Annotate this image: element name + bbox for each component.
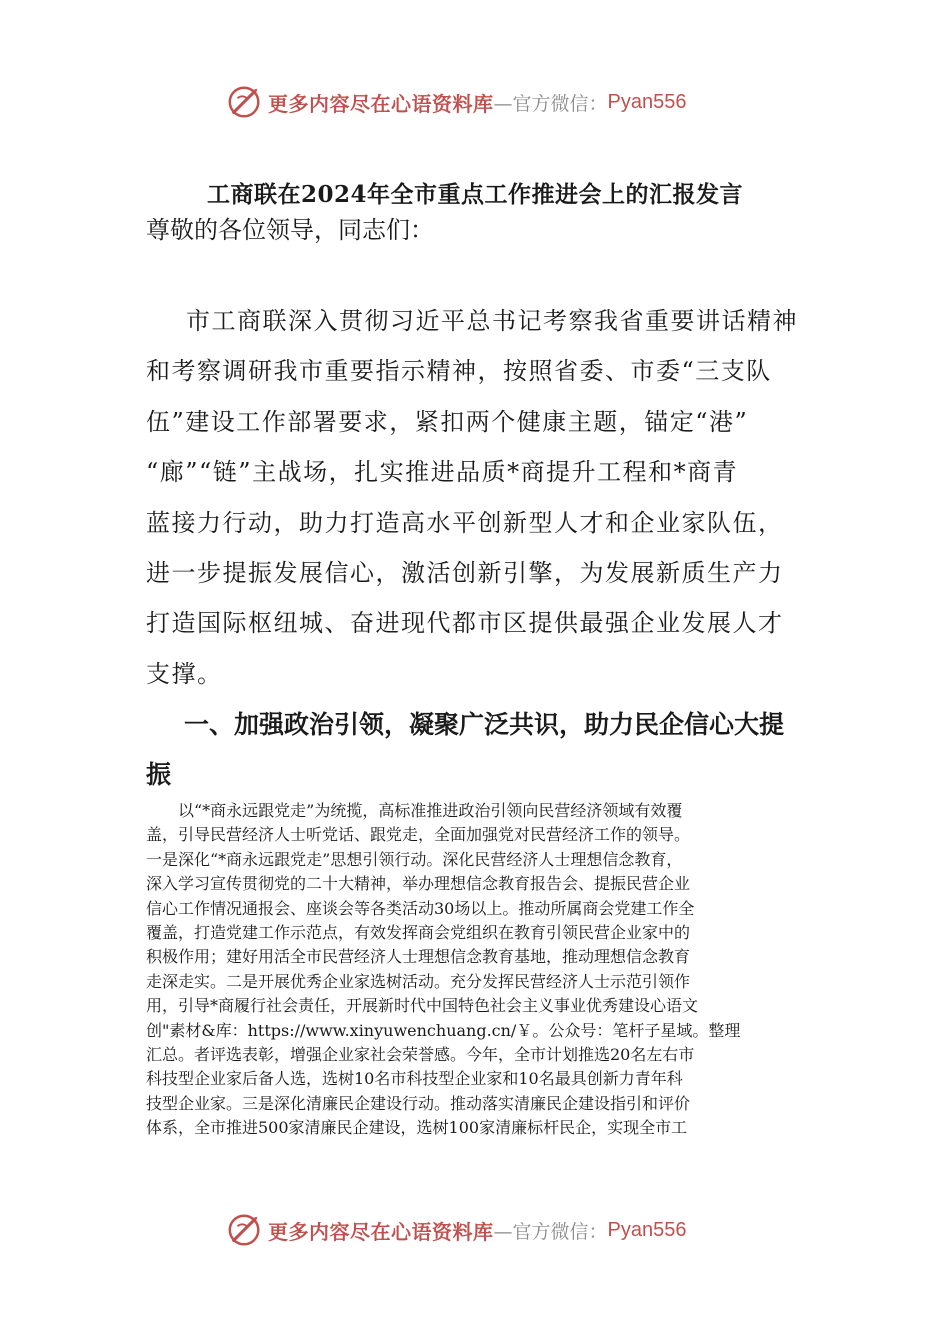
intro-line: 进一步提振发展信心，激活创新引擎，为发展新质生产力 [146, 559, 784, 588]
banner-main-text: 更多内容尽在心语资料库 [268, 1219, 494, 1244]
intro-line: 支撑。 [146, 659, 223, 688]
body-line: 汇总。者评选表彰，增强企业家社会荣誉感。今年，全市计划推选20名左右市 [146, 1045, 695, 1065]
body-line: 科技型企业家后备人选，选树10名市科技型企业家和10名最具创新力青年科 [146, 1069, 683, 1089]
body-line: 用，引导*商履行社会责任，开展新时代中国特色社会主义事业优秀建设心语文 [146, 996, 699, 1016]
pen-logo-icon [226, 1211, 264, 1249]
intro-line: 和考察调研我市重要指示精神，按照省委、市委“三支队 [146, 357, 772, 386]
body-line: 一是深化“*商永远跟党走”思想引领行动。深化民营经济人士理想信念教育， [146, 849, 683, 869]
banner-wechat-label: —官方微信： [493, 1220, 608, 1243]
banner-wechat-id: Pyan556 [607, 1218, 687, 1241]
intro-line: 打造国际枢纽城、奋进现代都市区提供最强企业发展人才 [146, 609, 784, 638]
banner-wechat-label: —官方微信： [493, 92, 608, 115]
section-1-body [146, 799, 806, 1141]
pen-logo-icon [226, 83, 264, 121]
intro-line: 蓝接力行动，助力打造高水平创新型人才和企业家队伍， [146, 508, 784, 537]
document-title: 工商联在2024年全市重点工作推进会上的汇报发言 [206, 181, 743, 208]
salutation: 尊敬的各位领导，同志们： [146, 216, 434, 244]
body-line: 覆盖，打造党建工作示范点，有效发挥商会党组织在教育引领民营企业家中的 [146, 923, 691, 943]
body-line: 走深走实。二是开展优秀企业家选树活动。充分发挥民营经济人士示范引领作 [146, 971, 691, 991]
heading-line: 一、加强政治引领，凝聚广泛共识，助力民企信心大提 [184, 710, 785, 739]
body-line: 创"素材&库：https://www.xinyuwenchuang.cn/￥。公众号：笔杆子星域。整理 [146, 1020, 741, 1040]
body-line: 体系，全市推进500家清廉民企建设，选树100家清廉标杆民企，实现全市工 [146, 1118, 688, 1138]
banner-main-text: 更多内容尽在心语资料库 [268, 91, 494, 116]
body-line: 深入学习宣传贯彻党的二十大精神，举办理想信念教育报告会、提振民营企业 [146, 874, 691, 894]
header-watermark-banner [226, 80, 746, 124]
section-heading-1 [146, 700, 810, 800]
banner-wechat-id: Pyan556 [607, 90, 687, 113]
body-line: 盖，引导民营经济人士听党话、跟党走，全面加强党对民营经济工作的领导。 [146, 825, 691, 845]
body-line: 以“*商永远跟党走”为统揽，高标准推进政治引领向民营经济领域有效覆 [178, 801, 683, 820]
intro-paragraph [146, 296, 806, 699]
footer-watermark-banner [226, 1208, 746, 1252]
heading-line: 振 [146, 760, 172, 789]
intro-line: 伍”建设工作部署要求，紧扣两个健康主题，锚定“港” [146, 407, 749, 436]
intro-line: “廊”“链”主战场，扎实推进品质*商提升工程和*商青 [146, 458, 739, 487]
intro-line: 市工商联深入贯彻习近平总书记考察我省重要讲话精神 [186, 307, 798, 335]
body-line: 积极作用；建好用活全市民营经济人士理想信念教育基地，推动理想信念教育 [146, 947, 691, 967]
body-line: 技型企业家。三是深化清廉民企建设行动。推动落实清廉民企建设指引和评价 [146, 1093, 691, 1113]
body-line: 信心工作情况通报会、座谈会等各类活动30场以上。推动所属商会党建工作全 [146, 898, 695, 918]
